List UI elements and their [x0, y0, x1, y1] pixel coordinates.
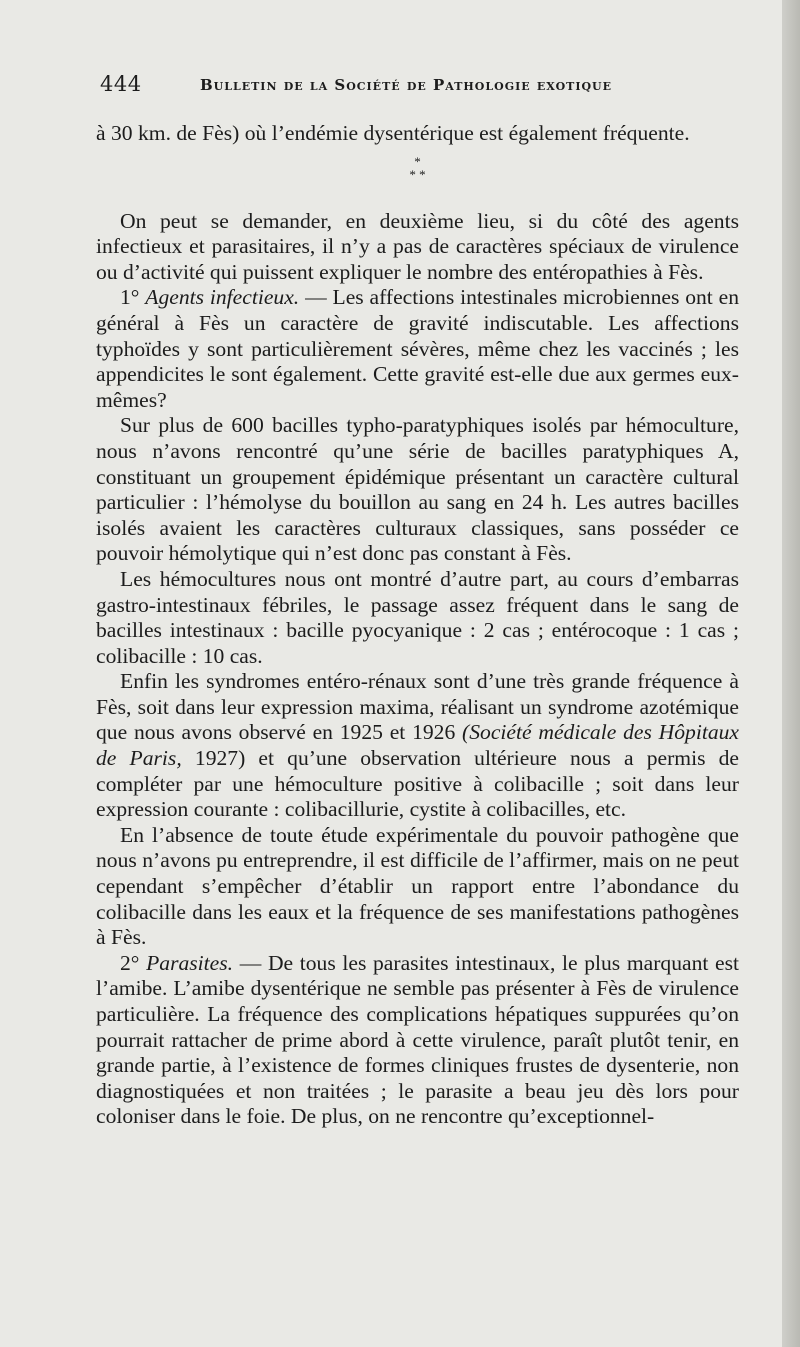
- running-title: Bulletin de la Société de Pathologie exotique: [200, 76, 613, 94]
- agents-dash: —: [305, 285, 327, 310]
- agents-text: Les affections intestinales microbiennes ont en général à Fès un caractère de gravité indiscutable. Les affections typhoïdes y sont particulièrement sévères, même chez les vaccinés ; les appendicites le sont également. Cette gravité est-elle due aux germes eux-mêmes?: [96, 285, 740, 412]
- paragraph-continuation: à 30 km. de Fès) où l’endémie dysentérique est également fréquente.: [96, 121, 690, 145]
- paragraph-intro: On peut se demander, en deuxième lieu, si du côté des agents infectieux et parasitaires, il n’y a pas de caractères spéciaux de virulence ou d’activité qui puissent expliquer le nombre des entéropathies à Fès.: [96, 208, 739, 284]
- page-header: [100, 72, 740, 102]
- parasites-dash: —: [239, 950, 262, 975]
- paragraph-syndromes: [96, 669, 739, 823]
- syndromes-text-end: 1927) et qu’une observation ultérieure nous a permis de compléter par une hémoculture positive à colibacille ; soit dans leur expression courante : colibacillurie, cystite à colibacilles, etc.: [96, 746, 739, 822]
- page-edge: [782, 0, 800, 1347]
- agents-number: 1°: [120, 285, 140, 310]
- paragraph-absence: En l’absence de toute étude expérimentale du pouvoir pathogène que nous n’avons pu entreprendre, il est difficile de l’affirmer, mais on ne peut cependant s’empêcher d’établir un rapport entre l’abondance du colibacille dans les eaux et la fréquence de ses manifestations pathogènes à Fès.: [96, 822, 739, 950]
- parasites-text: De tous les parasites intestinaux, le plus marquant est l’amibe. L’amibe dysentérique ne semble pas présenter à Fès de virulence particulière. La fréquence des complications hépatiques suppurées qu’on pourrait rattacher de prime abord à cette virulence, paraît plutôt tenir, en grande partie, à l’existence de formes cliniques frustes de dysenterie, non diagnostiquées et non traitées ; le parasite a beau jeu dès lors pour coloniser dans le foie. De plus, on ne rencontre qu’exceptionnel-: [96, 950, 739, 1129]
- separator-bottom: * *: [409, 166, 426, 182]
- paragraph-parasites: [96, 951, 739, 1130]
- citation: (Société médicale des Hôpitaux de Paris,: [96, 720, 739, 771]
- paragraph-hemocultures: Les hémocultures nous ont montré d’autre part, au cours d’embarras gastro-intestinaux fébriles, le passage assez fréquent dans le sang de bacilles intestinaux : bacille pyocyanique : 2 cas ; entérocoque : 1 cas ; colibacille : 10 cas.: [96, 566, 739, 668]
- body-text: [96, 121, 739, 1130]
- separator-top: *: [414, 153, 421, 169]
- section-heading-parasites: Parasites.: [146, 950, 234, 975]
- section-separator: [96, 155, 739, 181]
- section-heading-agents: Agents infectieux.: [145, 285, 300, 310]
- paragraph-bacilles: Sur plus de 600 bacilles typho-paratyphiques isolés par hémoculture, nous n’avons rencontré qu’une série de bacilles paratyphiques A, constituant un groupement épidémique présentant un caractère cultural particulier : l’hémolyse du bouillon au sang en 24 h. Les autres bacilles isolés avaient les caractères culturaux classiques, sans posséder ce pouvoir hémolytique qui n’est donc pas constant à Fès.: [96, 413, 739, 566]
- paragraph-agents: [96, 285, 739, 413]
- page-number: 444: [100, 72, 142, 96]
- parasites-number: 2°: [120, 950, 140, 975]
- syndromes-text: Enfin les syndromes entéro-rénaux sont d’une très grande fréquence à Fès, soit dans leur expression maxima, réalisant un syndrome azotémique que nous avons observé en 1925 et 1926: [96, 669, 739, 745]
